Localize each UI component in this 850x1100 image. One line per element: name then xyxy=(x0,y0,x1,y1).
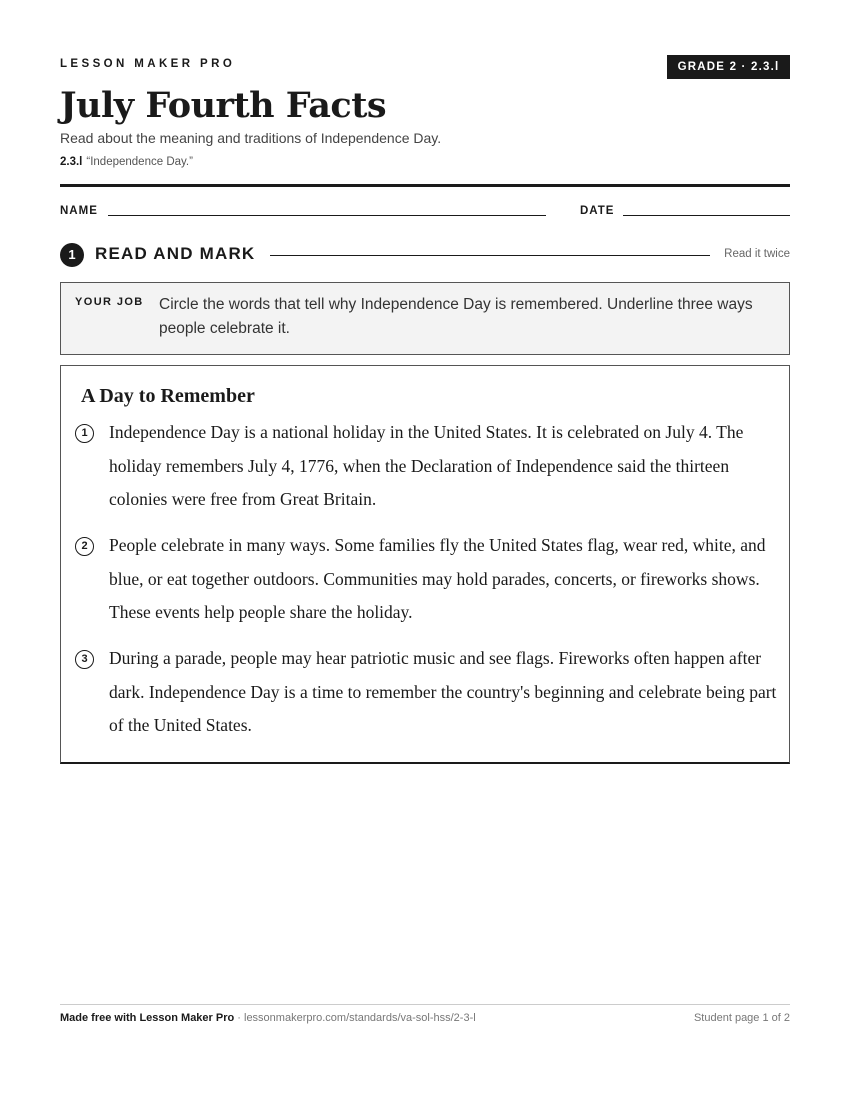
footer-credit xyxy=(60,1012,476,1024)
section-note: Read it twice xyxy=(724,248,790,260)
footer-page-number: Student page 1 of 2 xyxy=(693,1012,790,1024)
name-label: NAME xyxy=(60,205,98,217)
date-label: DATE xyxy=(580,205,615,217)
job-label: YOUR JOB xyxy=(75,296,144,308)
paragraph-number: 3 xyxy=(75,650,94,669)
paragraph-text: Independence Day is a national holiday in the United States. It is celebrated on July 4. The holiday remembers July 4, 1776, when the Declaration of Independence said the thirteen colonies were free from Great Britain. xyxy=(109,422,744,509)
footer-url[interactable]: · lessonmakerpro.com/standards/va-sol-hss/2-3-l xyxy=(234,1012,476,1024)
passage-title: A Day to Remember xyxy=(81,385,255,407)
standard-code: 2.3.l xyxy=(60,156,83,168)
page-subtitle: Read about the meaning and traditions of Independence Day. xyxy=(60,130,442,146)
job-instructions-box xyxy=(60,282,790,355)
job-text: Circle the words that tell why Independence Day is remembered. Underline three ways people celebrate it. xyxy=(159,296,753,337)
page-title: July Fourth Facts xyxy=(60,85,387,126)
date-field[interactable] xyxy=(623,215,790,216)
section-number-badge: 1 xyxy=(60,243,84,267)
paragraph-text: During a parade, people may hear patriotic music and see flags. Fireworks often happen after dark. Independence Day is a time to remember the country's beginning and celebrate being part of the United States. xyxy=(109,648,777,735)
reading-passage xyxy=(60,365,790,764)
standard-reference xyxy=(60,156,193,168)
header-divider xyxy=(60,184,790,187)
name-field[interactable] xyxy=(108,215,546,216)
footer-made-with: Made free with Lesson Maker Pro xyxy=(60,1012,235,1024)
footer-divider xyxy=(60,1004,790,1005)
section-title: READ AND MARK xyxy=(95,244,256,263)
grade-badge: GRADE 2 · 2.3.l xyxy=(667,55,790,79)
brand-name: LESSON MAKER PRO xyxy=(60,58,236,70)
section-divider xyxy=(270,255,710,256)
paragraph-text: People celebrate in many ways. Some families fly the United States flag, wear red, white, and blue, or eat together outdoors. Communities may hold parades, concerts, or fireworks shows. These events help people share the holiday. xyxy=(109,535,766,622)
paragraph-number: 2 xyxy=(75,537,94,556)
paragraph-number: 1 xyxy=(75,424,94,443)
standard-text: “Independence Day.” xyxy=(86,156,193,168)
